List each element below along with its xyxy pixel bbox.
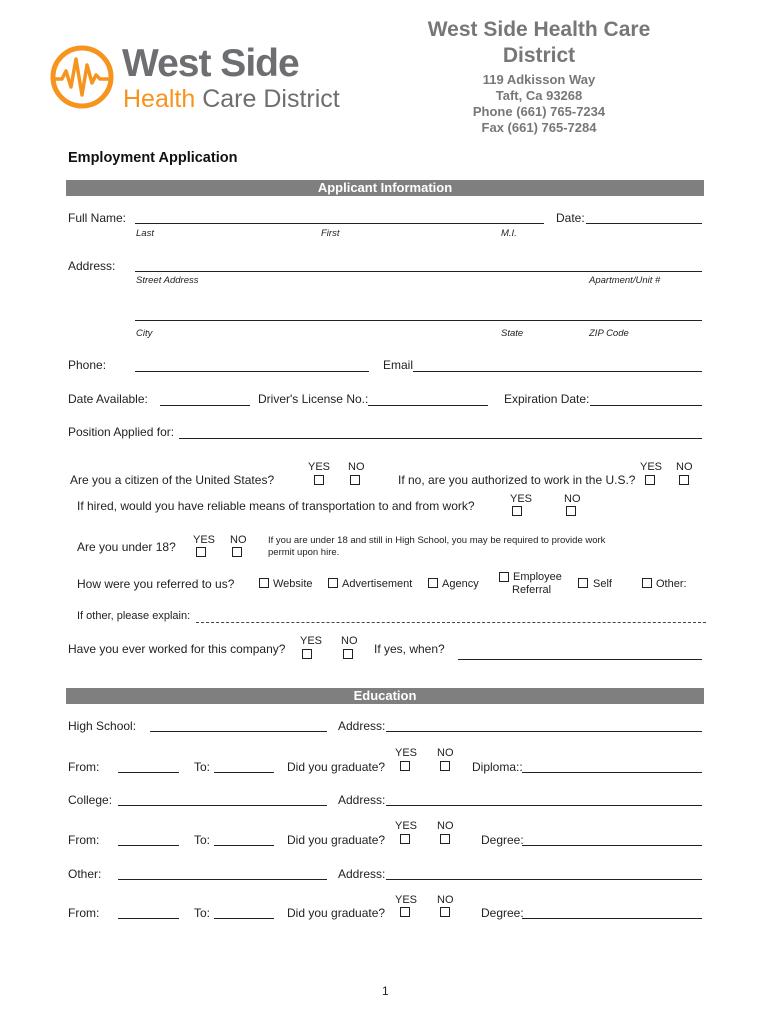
logo-subtitle-health: Health	[123, 85, 196, 113]
authorized-no-checkbox[interactable]	[679, 475, 689, 485]
email-label: Email	[383, 358, 414, 372]
citizen-no-checkbox[interactable]	[350, 475, 360, 485]
ref-employee-checkbox[interactable]	[499, 572, 509, 582]
other-school-label: Other:	[68, 867, 102, 881]
authorized-question: If no, are you authorized to work in the U.S.?	[398, 473, 636, 487]
hs-to-label: To:	[194, 760, 211, 774]
ref-website-checkbox[interactable]	[259, 578, 269, 588]
other-address-label: Address:	[338, 867, 386, 881]
page-number: 1	[382, 984, 389, 998]
other-degree-line[interactable]	[522, 918, 702, 919]
other-to-line[interactable]	[214, 918, 274, 919]
city-caption: City	[136, 328, 153, 339]
worked-yes-label: YES	[300, 635, 323, 647]
diploma-label: Diploma::	[472, 760, 523, 774]
diploma-line[interactable]	[522, 772, 702, 773]
date-available-line[interactable]	[160, 405, 250, 406]
under18-note-line1: If you are under 18 and still in High School, you may be required to provide work	[268, 535, 606, 546]
college-graduate-label: Did you graduate?	[287, 833, 386, 847]
transport-yes-checkbox[interactable]	[512, 506, 522, 516]
other-no-label: NO	[437, 894, 454, 906]
section-bar-applicant: Applicant Information	[66, 180, 704, 196]
license-label: Driver's License No.:	[258, 392, 369, 406]
position-line[interactable]	[179, 438, 702, 439]
college-line[interactable]	[118, 805, 327, 806]
hs-yes-checkbox[interactable]	[400, 761, 410, 771]
street-line[interactable]	[135, 271, 702, 272]
expiration-label: Expiration Date:	[504, 392, 590, 406]
college-to-label: To:	[194, 833, 211, 847]
under18-yes-label: YES	[193, 534, 216, 546]
ref-employee-label2: Referral	[512, 584, 552, 596]
hs-address-label: Address:	[338, 719, 386, 733]
if-yes-when-line[interactable]	[458, 659, 702, 660]
authorized-yes-checkbox[interactable]	[645, 475, 655, 485]
org-address: 119 Adkisson Way	[482, 72, 596, 87]
full-name-line[interactable]	[135, 223, 544, 224]
other-degree-label: Degree:	[481, 906, 524, 920]
ref-website-label: Website	[273, 578, 313, 590]
ref-ad-checkbox[interactable]	[328, 578, 338, 588]
other-from-line[interactable]	[118, 918, 179, 919]
hs-yes-label: YES	[395, 747, 418, 759]
ref-other-label: Other:	[656, 578, 687, 590]
first-caption: First	[321, 228, 340, 239]
org-phone: Phone (661) 765-7234	[472, 104, 606, 119]
state-caption: State	[501, 328, 524, 339]
org-fax: Fax (661) 765-7284	[481, 120, 597, 135]
other-to-label: To:	[194, 906, 211, 920]
college-yes-label: YES	[395, 820, 418, 832]
under18-question: Are you under 18?	[77, 540, 176, 554]
street-caption: Street Address	[136, 275, 199, 286]
mi-caption: M.I.	[501, 228, 517, 239]
authorized-yes-label: YES	[640, 461, 663, 473]
ref-ad-label: Advertisement	[342, 578, 413, 590]
org-name-line2: District	[502, 44, 576, 67]
logo-subtitle-rest: Care District	[202, 85, 340, 113]
citizen-question: Are you a citizen of the United States?	[70, 473, 275, 487]
under18-no-label: NO	[230, 534, 247, 546]
worked-no-checkbox[interactable]	[343, 649, 353, 659]
full-name-label: Full Name:	[68, 211, 127, 225]
transport-question: If hired, would you have reliable means of transportation to and from work?	[77, 499, 475, 513]
date-available-label: Date Available:	[68, 392, 148, 406]
transport-no-checkbox[interactable]	[566, 506, 576, 516]
ref-self-checkbox[interactable]	[578, 578, 588, 588]
hs-from-label: From:	[68, 760, 100, 774]
college-degree-line[interactable]	[522, 845, 702, 846]
college-from-label: From:	[68, 833, 100, 847]
other-yes-label: YES	[395, 894, 418, 906]
ref-agency-checkbox[interactable]	[428, 578, 438, 588]
form-title: Employment Application	[68, 150, 238, 166]
ref-other-checkbox[interactable]	[642, 578, 652, 588]
city-line[interactable]	[135, 320, 702, 321]
referred-question: How were you referred to us?	[77, 577, 235, 591]
under18-note-line2: permit upon hire.	[268, 547, 340, 558]
college-yes-checkbox[interactable]	[400, 834, 410, 844]
citizen-yes-checkbox[interactable]	[314, 475, 324, 485]
high-school-label: High School:	[68, 719, 137, 733]
citizen-yes-label: YES	[308, 461, 331, 473]
other-address-line[interactable]	[386, 879, 702, 880]
other-school-line[interactable]	[118, 879, 327, 880]
logo-name: West Side	[122, 42, 299, 85]
position-label: Position Applied for:	[68, 425, 175, 439]
college-no-label: NO	[437, 820, 454, 832]
college-to-line[interactable]	[214, 845, 274, 846]
authorized-no-label: NO	[676, 461, 693, 473]
explain-line[interactable]	[196, 622, 706, 623]
college-label: College:	[68, 793, 113, 807]
apt-caption: Apartment/Unit #	[589, 275, 661, 286]
under18-no-checkbox[interactable]	[232, 547, 242, 557]
ref-employee-label1: Employee	[513, 571, 562, 583]
heartbeat-circle-icon	[50, 45, 114, 109]
last-caption: Last	[136, 228, 154, 239]
hs-from-line[interactable]	[118, 772, 179, 773]
ref-self-label: Self	[593, 578, 612, 590]
org-name-line1: West Side Health Care	[427, 18, 651, 41]
transport-yes-label: YES	[510, 493, 533, 505]
worked-yes-checkbox[interactable]	[302, 649, 312, 659]
citizen-no-label: NO	[348, 461, 365, 473]
date-line[interactable]	[586, 223, 702, 224]
logo-subtitle	[123, 84, 340, 114]
under18-yes-checkbox[interactable]	[196, 547, 206, 557]
email-line[interactable]	[413, 371, 702, 372]
college-address-label: Address:	[338, 793, 386, 807]
hs-graduate-label: Did you graduate?	[287, 760, 386, 774]
college-no-checkbox[interactable]	[440, 834, 450, 844]
transport-no-label: NO	[564, 493, 581, 505]
phone-label: Phone:	[68, 358, 107, 372]
worked-question: Have you ever worked for this company?	[68, 642, 286, 656]
explain-label: If other, please explain:	[77, 610, 191, 622]
section-bar-education: Education	[66, 688, 704, 704]
other-no-checkbox[interactable]	[440, 907, 450, 917]
if-yes-when-label: If yes, when?	[374, 642, 445, 656]
hs-no-checkbox[interactable]	[440, 761, 450, 771]
college-from-line[interactable]	[118, 845, 179, 846]
college-degree-label: Degree:	[481, 833, 524, 847]
college-address-line[interactable]	[386, 805, 702, 806]
expiration-line[interactable]	[590, 405, 702, 406]
other-from-label: From:	[68, 906, 100, 920]
hs-no-label: NO	[437, 747, 454, 759]
ref-agency-label: Agency	[442, 578, 479, 590]
date-label: Date:	[556, 211, 585, 225]
phone-line[interactable]	[135, 371, 369, 372]
address-label: Address:	[68, 259, 116, 273]
hs-address-line[interactable]	[386, 731, 702, 732]
license-line[interactable]	[368, 405, 488, 406]
org-city: Taft, Ca 93268	[495, 88, 583, 103]
logo	[50, 42, 390, 114]
other-graduate-label: Did you graduate?	[287, 906, 386, 920]
hs-to-line[interactable]	[214, 772, 274, 773]
other-yes-checkbox[interactable]	[400, 907, 410, 917]
worked-no-label: NO	[341, 635, 358, 647]
zip-caption: ZIP Code	[589, 328, 629, 339]
high-school-line[interactable]	[150, 731, 327, 732]
